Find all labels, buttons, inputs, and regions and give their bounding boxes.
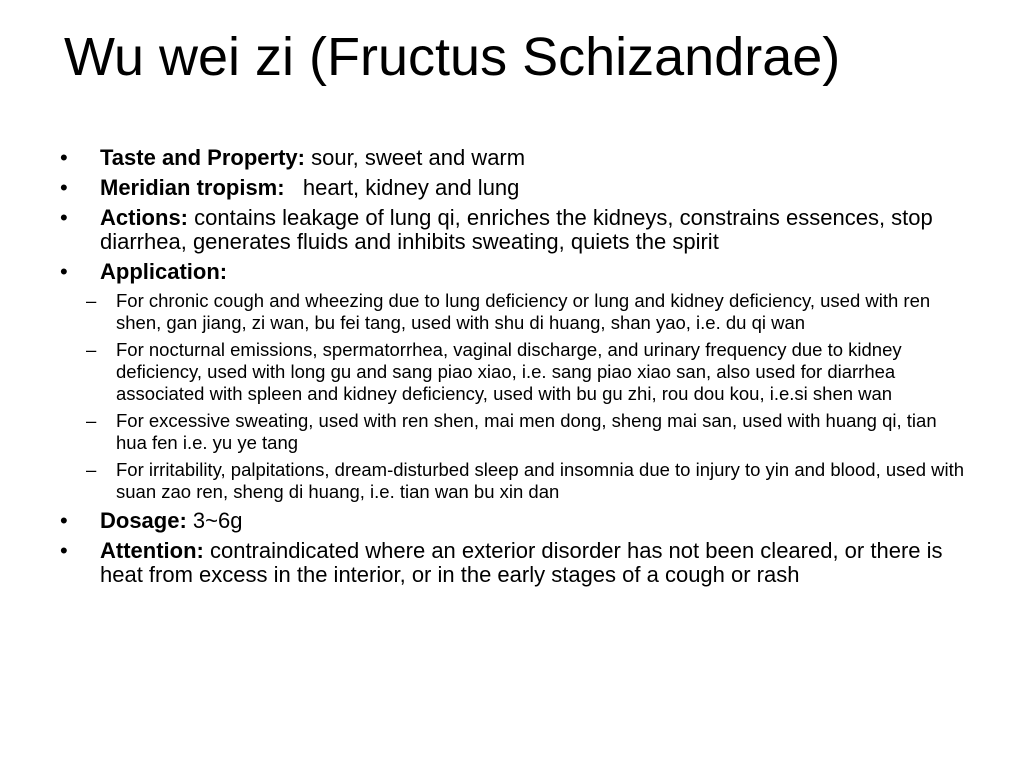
dash-icon: – xyxy=(86,290,97,311)
slide-title: Wu wei zi (Fructus Schizandrae) xyxy=(64,27,841,87)
sub-item-excessive-sweating xyxy=(72,410,970,454)
sub-item-text: For chronic cough and wheezing due to lung deficiency or lung and kidney deficiency, used with ren shen, gan jiang, zi wan, bu fei tang, used with shu di huang, shan yao, i.e. du qi wan xyxy=(116,290,931,333)
sub-item-irritability xyxy=(72,459,970,503)
bullet-icon: • xyxy=(60,259,68,284)
bullet-label: Dosage: xyxy=(100,508,187,533)
sub-item-text: For irritability, palpitations, dream-disturbed sleep and insomnia due to injury to yin and blood, used with suan zao ren, sheng di huang, i.e. tian wan bu xin dan xyxy=(116,459,965,502)
bullet-text: 3~6g xyxy=(186,508,243,533)
bullet-label: Application: xyxy=(100,259,228,284)
bullet-taste-property xyxy=(60,146,970,170)
bullet-icon: • xyxy=(60,538,68,563)
bullet-text: contains leakage of lung qi, enriches the kidneys, constrains essences, stop diarrhea, generates fluids and inhibits sweating, quiets the spirit xyxy=(100,205,933,254)
bullet-icon: • xyxy=(60,175,68,200)
sub-item-text: For nocturnal emissions, spermatorrhea, vaginal discharge, and urinary frequency due to kidney deficiency, used with long gu and sang piao xiao, i.e. sang piao xiao san, also used for diarrhea associated with spleen and kidney deficiency, used with bu gu zhi, rou dou kou, i.e.si shen wan xyxy=(116,339,902,404)
bullet-icon: • xyxy=(60,205,68,230)
bullet-meridian-tropism xyxy=(60,176,970,200)
bullet-label: Attention: xyxy=(100,538,204,563)
bullet-application xyxy=(60,260,970,503)
bullet-dosage xyxy=(60,509,970,533)
bullet-attention xyxy=(60,539,970,587)
dash-icon: – xyxy=(86,459,97,480)
sub-item-text: For excessive sweating, used with ren shen, mai men dong, sheng mai san, used with huang qi, tian hua fen i.e. yu ye tang xyxy=(116,410,937,453)
bullet-text: contraindicated where an exterior disorder has not been cleared, or there is heat from excess in the interior, or in the early stages of a cough or rash xyxy=(100,538,943,587)
bullet-icon: • xyxy=(60,145,68,170)
bullet-label: Actions: xyxy=(100,205,188,230)
bullet-text: sour, sweet and warm xyxy=(304,145,526,170)
bullet-label: Meridian tropism: xyxy=(100,175,285,200)
dash-icon: – xyxy=(86,410,97,431)
bullet-list xyxy=(60,146,970,593)
bullet-actions xyxy=(60,206,970,254)
bullet-text: heart, kidney and lung xyxy=(284,175,520,200)
bullet-icon: • xyxy=(60,508,68,533)
application-sublist xyxy=(86,290,970,503)
sub-item-chronic-cough xyxy=(72,290,970,334)
bullet-label: Taste and Property: xyxy=(100,145,305,170)
sub-item-nocturnal-emissions xyxy=(72,339,970,405)
dash-icon: – xyxy=(86,339,97,360)
